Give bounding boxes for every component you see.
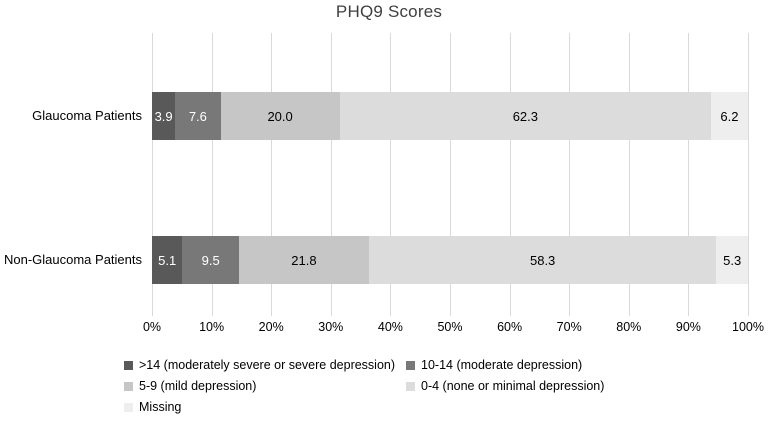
bar-segment <box>175 92 220 140</box>
x-axis-tick-label: 60% <box>497 320 523 334</box>
plot-area <box>152 33 748 316</box>
y-axis-tick-label: Glaucoma Patients <box>32 108 142 123</box>
legend-label: Missing <box>139 400 182 414</box>
legend-item[interactable] <box>124 379 406 393</box>
bar-segment-label: 20.0 <box>267 108 293 124</box>
legend-row <box>0 400 778 414</box>
bar-segment <box>221 92 340 140</box>
bar-segment <box>711 92 748 140</box>
gridline <box>748 33 749 316</box>
bar-segment-label: 62.3 <box>512 108 538 124</box>
legend <box>0 358 778 421</box>
x-axis-tick-label: 100% <box>732 320 764 334</box>
bar-segment-label: 6.2 <box>720 108 739 124</box>
bar-segment-label: 21.8 <box>291 252 317 268</box>
legend-label: 10-14 (moderate depression) <box>421 358 583 372</box>
bar-segment <box>152 236 182 284</box>
legend-row <box>0 379 778 393</box>
x-axis-tick-label: 40% <box>377 320 403 334</box>
x-axis-tick-label: 80% <box>616 320 642 334</box>
bar-segment <box>369 236 716 284</box>
bar-segment-label: 5.3 <box>723 252 742 268</box>
x-axis-tick-label: 70% <box>556 320 582 334</box>
bar-segment-label: 58.3 <box>529 252 556 268</box>
chart-title: PHQ9 Scores <box>335 2 443 21</box>
y-axis-tick-label: Non-Glaucoma Patients <box>3 252 142 267</box>
legend-item[interactable] <box>124 400 406 414</box>
x-axis-tick-label: 90% <box>675 320 701 334</box>
bar-segment <box>716 236 748 284</box>
legend-swatch-icon <box>124 382 133 391</box>
legend-swatch-icon <box>124 403 133 412</box>
x-axis-tick-label: 10% <box>199 320 225 334</box>
bar-segment <box>152 92 175 140</box>
legend-row <box>0 358 778 372</box>
bar-segment-label: 5.1 <box>158 252 177 268</box>
bar-segment-label: 9.5 <box>201 252 220 268</box>
legend-label: >14 (moderately severe or severe depression) <box>139 358 396 372</box>
legend-item[interactable] <box>406 358 688 372</box>
bar-segment <box>340 92 711 140</box>
legend-swatch-icon <box>406 382 415 391</box>
bar-segment <box>239 236 369 284</box>
legend-label: 0-4 (none or minimal depression) <box>421 379 605 393</box>
bar-segment <box>182 236 239 284</box>
bar-segment-label: 3.9 <box>154 108 173 124</box>
legend-item[interactable] <box>124 358 406 372</box>
stacked-bar <box>152 236 748 284</box>
x-axis-tick-label: 50% <box>437 320 463 334</box>
legend-swatch-icon <box>124 361 133 370</box>
legend-label: 5-9 (mild depression) <box>139 379 257 393</box>
legend-item[interactable] <box>406 379 688 393</box>
legend-swatch-icon <box>406 361 415 370</box>
x-axis-tick-label: 0% <box>142 320 162 334</box>
bar-segment-label: 7.6 <box>188 108 207 124</box>
stacked-bar <box>152 92 748 140</box>
x-axis-tick-label: 20% <box>258 320 284 334</box>
x-axis-tick-label: 30% <box>318 320 344 334</box>
